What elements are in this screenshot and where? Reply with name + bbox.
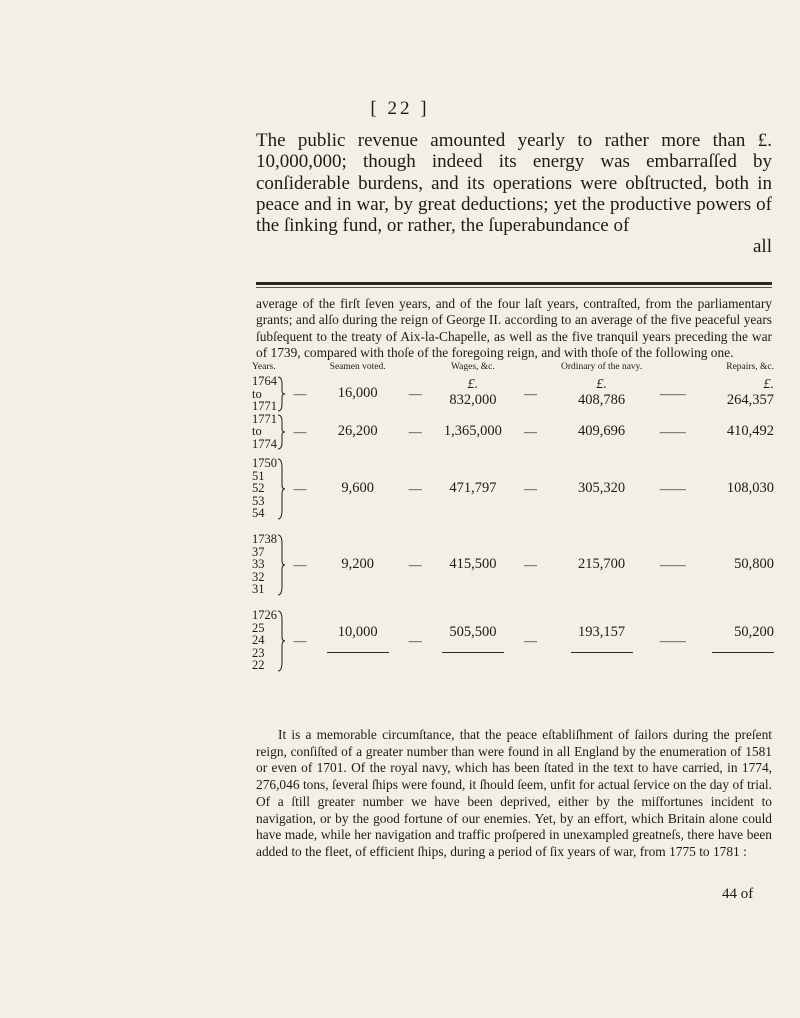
- dash: —: [408, 423, 422, 439]
- brace-icon: [277, 534, 285, 596]
- dash: —: [408, 632, 422, 648]
- header-wages: Wages, &c.: [450, 362, 495, 372]
- dash: —: [524, 480, 537, 496]
- underline: [571, 652, 633, 653]
- year-label: 53: [252, 493, 265, 508]
- dash: —: [524, 423, 537, 439]
- wages-value: 471,797: [449, 480, 497, 497]
- long-dash: ——: [659, 556, 686, 572]
- wages-value: 415,500: [449, 556, 497, 573]
- dash: —: [293, 556, 307, 572]
- bottom-paragraph: [256, 727, 772, 861]
- year-label: 1750: [252, 456, 277, 471]
- year-label: 1771: [252, 411, 277, 426]
- bottom-paragraph-text: It is a memorable circumſtance, that the peace eſtabliſhment of ſailors during the preſent reign, conſiſted of a greater number than were found in all England by the enumeration of 1581 or even of 1701. Of the royal navy, which has been ſtated in the text to have carried, in 1774, 276,046 tons, ſeveral ſhips were found, it ſhould ſeem, unfit for actual ſervice on the day of trial. Of a ſtill greater number we have been deprived, either by the miſfortunes incident to navigation, or by the good fortune of our enemies. Yet, by an effort, which Britain alone could have made, while her navigation and traffic proſpered in unexampled greatneſs, there have been added to the fleet, of efficient ſhips, during a period of ſix years of war, from 1775 to 1781 :: [256, 727, 772, 859]
- year-label: 1771: [252, 399, 277, 414]
- dash: —: [524, 556, 537, 572]
- year-label: 1774: [252, 436, 277, 451]
- brace-icon: [277, 458, 285, 520]
- year-label: 23: [252, 645, 265, 660]
- table-row: [252, 527, 774, 603]
- table-row: [252, 413, 774, 451]
- top-paragraph: [256, 130, 772, 258]
- brace-icon: [277, 610, 285, 672]
- year-label: 32: [252, 569, 265, 584]
- header-seamen: Seamen voted.: [329, 362, 386, 372]
- repairs-value: 50,800: [734, 556, 774, 573]
- header-years: Years.: [252, 362, 276, 372]
- header-repairs: Repairs, &c.: [726, 362, 774, 372]
- top-paragraph-text: The public revenue amounted yearly to rather more than £. 10,000,000; though indeed its energy was embarraſſed by conſiderable burdens, and its operations were obſtructed, both in peace and in war, by great deductions; yet the productive powers of the ſinking fund, or rather, the ſuperabundance of: [256, 130, 772, 237]
- underline: [442, 652, 504, 653]
- year-label: 51: [252, 468, 265, 483]
- table-row: [252, 451, 774, 527]
- table-header-row: [252, 362, 774, 375]
- ordinary-value: 408,786: [578, 392, 626, 409]
- table-row: [252, 375, 774, 413]
- section-rule-thin: [256, 287, 772, 288]
- seamen-value: 10,000: [337, 623, 378, 640]
- year-label: to: [252, 424, 262, 439]
- table-row: [252, 603, 774, 679]
- long-dash: ——: [659, 423, 686, 439]
- repairs-value: 264,357: [726, 392, 774, 409]
- dash: —: [524, 632, 537, 648]
- dash: —: [408, 385, 422, 401]
- repairs-value: 50,200: [734, 623, 774, 640]
- brace-icon: [277, 414, 285, 450]
- year-label: 24: [252, 633, 265, 648]
- page-number: [ 22 ]: [370, 98, 430, 119]
- year-label: 22: [252, 658, 265, 673]
- ordinary-value: 305,320: [578, 480, 626, 497]
- navy-table: [252, 362, 774, 679]
- repairs-value: 410,492: [726, 423, 774, 440]
- wages-value: 832,000: [449, 392, 497, 409]
- currency-symbol: £.: [467, 377, 479, 393]
- year-label: to: [252, 386, 262, 401]
- long-dash: ——: [659, 480, 686, 496]
- year-label: 54: [252, 506, 265, 521]
- ordinary-value: 193,157: [578, 623, 626, 640]
- year-label: 33: [252, 557, 265, 572]
- brace-icon: [277, 376, 285, 412]
- dash: —: [293, 423, 307, 439]
- year-label: 1738: [252, 532, 277, 547]
- year-label: 1726: [252, 608, 277, 623]
- year-label: 1764: [252, 374, 277, 388]
- header-ordinary: Ordinary of the navy.: [561, 362, 643, 372]
- top-catchword: all: [753, 236, 772, 258]
- dash: —: [293, 632, 307, 648]
- dash: —: [293, 480, 307, 496]
- ordinary-value: 409,696: [578, 423, 626, 440]
- repairs-value: 108,030: [726, 480, 774, 497]
- currency-symbol: £.: [596, 377, 607, 393]
- dash: —: [408, 556, 422, 572]
- dash: —: [408, 480, 422, 496]
- long-dash: ——: [659, 632, 686, 648]
- wages-value: 505,500: [449, 623, 497, 640]
- dash: —: [524, 385, 537, 401]
- section-rule: [256, 282, 772, 285]
- dash: —: [293, 385, 307, 401]
- seamen-value: 16,000: [337, 385, 378, 402]
- wages-value: 1,365,000: [443, 423, 502, 440]
- year-label: 25: [252, 620, 265, 635]
- seamen-value: 9,200: [341, 556, 374, 573]
- year-label: 37: [252, 544, 265, 559]
- underline: [327, 652, 389, 653]
- underline: [712, 652, 774, 653]
- year-label: 31: [252, 582, 265, 597]
- seamen-value: 26,200: [337, 423, 378, 440]
- long-dash: ——: [659, 385, 686, 401]
- seamen-value: 9,600: [341, 480, 374, 497]
- year-label: 52: [252, 481, 265, 496]
- ordinary-value: 215,700: [578, 556, 626, 573]
- bottom-catchword: 44 of: [722, 886, 754, 902]
- currency-symbol: £.: [763, 377, 774, 393]
- footnote-paragraph: average of the firſt ſeven years, and of the four laſt years, contraſted, from the parliamentary grants; and alſo during the reign of George II. according to an average of the five peaceful years ſubſequent to the treaty of Aix-la-Chapelle, as well as the five tranquil years preceding the war of 1739, compared with thoſe of the foregoing reign, and with thoſe of the following one.: [256, 296, 772, 361]
